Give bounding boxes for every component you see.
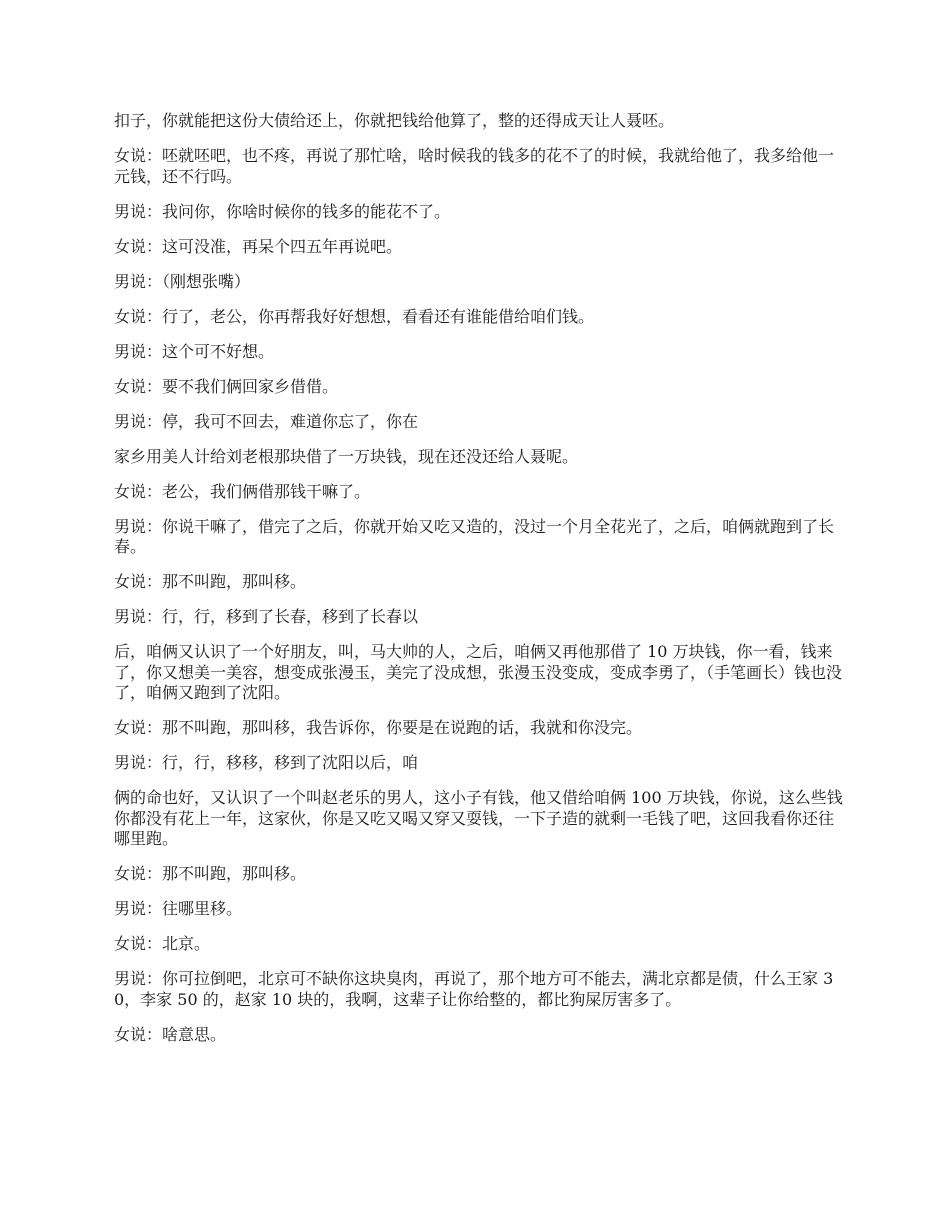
paragraph: 女说：要不我们俩回家乡借借。 <box>114 376 339 396</box>
paragraph: 男说：你可拉倒吧，北京可不缺你这块臭肉，再说了，那个地方可不能去，满北京都是债，什么王家 30，李家 50 的，赵家 10 块的，我啊，这辈子让你给整的，都比狗屎厉害多了。 <box>114 969 834 1009</box>
paragraph: 女说：那不叫跑，那叫移。 <box>114 572 307 591</box>
paragraph: 女说：这可没准，再呆个四五年再说吧。 <box>114 236 403 256</box>
paragraph: 女说：那不叫跑，那叫移，我告诉你，你要是在说跑的话，我就和你没完。 <box>114 718 643 737</box>
paragraph: 男说：行，行，移到了长春，移到了长春以 <box>114 607 419 626</box>
paragraph: 男说：这个可不好想。 <box>114 341 275 361</box>
paragraph: 俩的命也好，又认识了一个叫赵老乐的男人，这小子有钱，他又借给咱俩 100 万块钱，你说，这么些钱你都没有花上一年，这家伙，你是又吃又喝又穿又耍钱，一下子造的就剩一毛钱了吧，这回我看你还往哪里跑。 <box>114 788 843 848</box>
paragraph: 男说：我问你，你啥时候你的钱多的能花不了。 <box>114 201 451 221</box>
paragraph: 男说：停，我可不回去，难道你忘了，你在 <box>114 411 419 431</box>
paragraph: 家乡用美人计给刘老根那块借了一万块钱，现在还没还给人聂呢。 <box>114 446 579 466</box>
paragraph: 女说：啥意思。 <box>114 1024 227 1044</box>
paragraph: 男说：（刚想张嘴） <box>114 271 251 291</box>
paragraph: 女说：那不叫跑，那叫移。 <box>114 864 307 883</box>
paragraph: 女说：北京。 <box>114 934 211 953</box>
paragraph: 男说：往哪里移。 <box>114 899 243 918</box>
document-page <box>114 111 844 1060</box>
paragraph: 女说：老公，我们俩借那钱干嘛了。 <box>114 481 371 501</box>
paragraph: 扣子，你就能把这份大债给还上，你就把钱给他算了，整的还得成天让人聂呸。 <box>114 111 675 130</box>
paragraph: 后，咱俩又认识了一个好朋友，叫，马大帅的人，之后，咱俩又再他那借了 10 万块钱，你一看，钱来了，你又想美一美容，想变成张漫玉，美完了没成想，张漫玉没变成，变成李勇了，（手笔画长）钱也没了，咱俩又跑到了沈阳。 <box>114 642 843 702</box>
paragraph: 女说：呸就呸吧，也不疼，再说了那忙啥，啥时候我的钱多的花不了的时候，我就给他了，我多给他一元钱，还不行吗。 <box>114 146 835 186</box>
paragraph: 女说：行了，老公，你再帮我好好想想，看看还有谁能借给咱们钱。 <box>114 306 595 326</box>
paragraph: 男说：行，行，移移，移到了沈阳以后，咱 <box>114 753 419 772</box>
paragraph: 男说：你说干嘛了，借完了之后，你就开始又吃又造的，没过一个月全花光了，之后，咱俩就跑到了长春。 <box>114 516 835 556</box>
